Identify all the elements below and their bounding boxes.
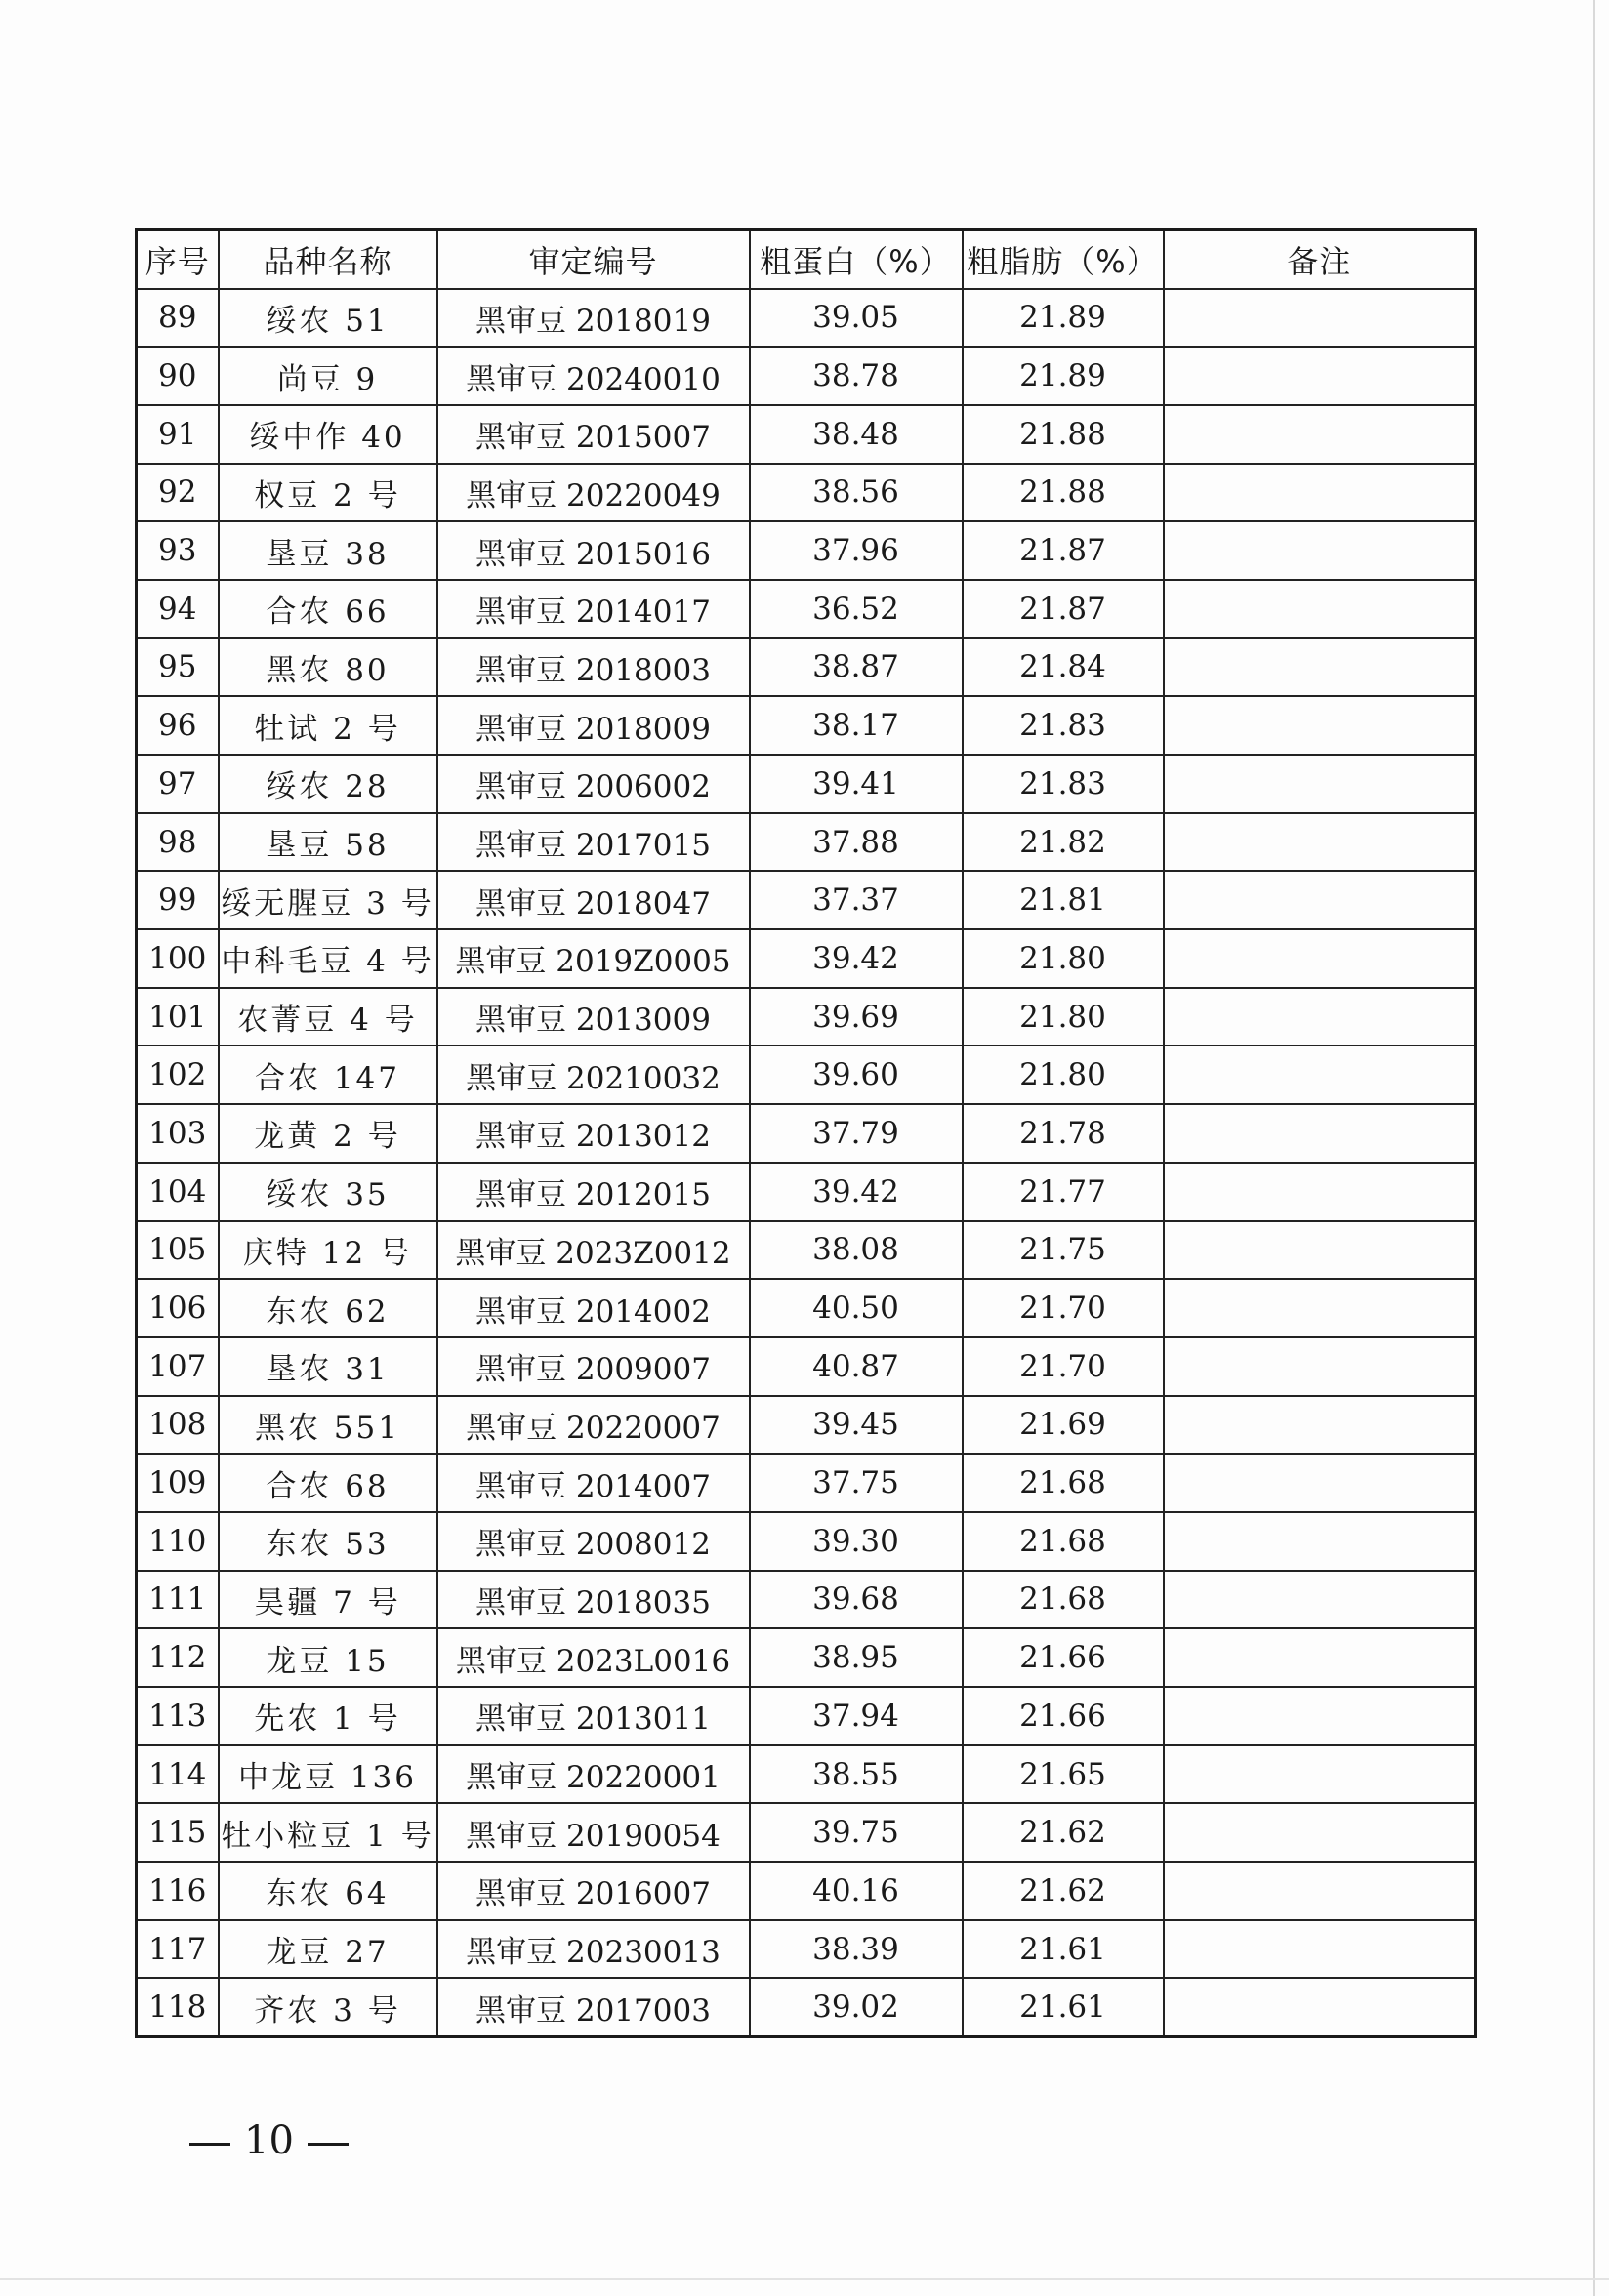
table-row xyxy=(137,464,1476,522)
table-row xyxy=(137,289,1476,348)
cell-crude-protein: 39.69 xyxy=(750,988,963,1046)
page-edge-right xyxy=(1593,0,1595,2296)
cell-crude-protein: 37.37 xyxy=(750,871,963,929)
table-row xyxy=(137,988,1476,1046)
cell-remarks xyxy=(1164,1396,1476,1455)
table-row xyxy=(137,1104,1476,1163)
cell-crude-fat: 21.89 xyxy=(963,347,1164,405)
cell-remarks xyxy=(1164,1978,1476,2036)
cell-crude-fat: 21.68 xyxy=(963,1454,1164,1512)
cell-index: 114 xyxy=(137,1745,219,1804)
cell-approval-number: 黑审豆 2015007 xyxy=(437,405,750,464)
cell-remarks xyxy=(1164,1279,1476,1337)
cell-crude-fat: 21.80 xyxy=(963,929,1164,988)
cell-variety-name: 牡小粒豆 1 号 xyxy=(219,1803,437,1862)
cell-remarks xyxy=(1164,696,1476,755)
table-row xyxy=(137,929,1476,988)
cell-crude-protein: 39.75 xyxy=(750,1803,963,1862)
cell-index: 90 xyxy=(137,347,219,405)
cell-remarks xyxy=(1164,988,1476,1046)
cell-variety-name: 绥农 35 xyxy=(219,1163,437,1221)
cell-variety-name: 合农 68 xyxy=(219,1454,437,1512)
cell-remarks xyxy=(1164,871,1476,929)
cell-approval-number: 黑审豆 2012015 xyxy=(437,1163,750,1221)
cell-remarks xyxy=(1164,1221,1476,1280)
cell-crude-protein: 38.17 xyxy=(750,696,963,755)
cell-variety-name: 东农 53 xyxy=(219,1512,437,1571)
cell-index: 113 xyxy=(137,1687,219,1745)
cell-crude-fat: 21.89 xyxy=(963,289,1164,348)
cell-crude-protein: 40.50 xyxy=(750,1279,963,1337)
cell-remarks xyxy=(1164,1104,1476,1163)
cell-remarks xyxy=(1164,1628,1476,1687)
cell-remarks xyxy=(1164,521,1476,580)
soybean-variety-table xyxy=(135,228,1477,2038)
cell-crude-protein: 38.48 xyxy=(750,405,963,464)
cell-variety-name: 尚豆 9 xyxy=(219,347,437,405)
cell-crude-fat: 21.65 xyxy=(963,1745,1164,1804)
cell-approval-number: 黑审豆 2013012 xyxy=(437,1104,750,1163)
cell-approval-number: 黑审豆 20220007 xyxy=(437,1396,750,1455)
cell-crude-fat: 21.83 xyxy=(963,755,1164,813)
cell-remarks xyxy=(1164,580,1476,638)
table-row xyxy=(137,1978,1476,2036)
table-row xyxy=(137,1396,1476,1455)
cell-remarks xyxy=(1164,813,1476,872)
header-index: 序号 xyxy=(137,230,219,289)
cell-index: 117 xyxy=(137,1920,219,1979)
cell-index: 101 xyxy=(137,988,219,1046)
page-number-dash-left xyxy=(189,2143,230,2146)
cell-approval-number: 黑审豆 2018047 xyxy=(437,871,750,929)
cell-variety-name: 黑农 551 xyxy=(219,1396,437,1455)
cell-remarks xyxy=(1164,755,1476,813)
cell-index: 94 xyxy=(137,580,219,638)
cell-crude-fat: 21.87 xyxy=(963,580,1164,638)
table-row xyxy=(137,1628,1476,1687)
cell-crude-fat: 21.87 xyxy=(963,521,1164,580)
cell-crude-fat: 21.75 xyxy=(963,1221,1164,1280)
cell-approval-number: 黑审豆 20240010 xyxy=(437,347,750,405)
cell-variety-name: 东农 64 xyxy=(219,1862,437,1920)
cell-remarks xyxy=(1164,464,1476,522)
cell-crude-protein: 38.78 xyxy=(750,347,963,405)
cell-crude-fat: 21.81 xyxy=(963,871,1164,929)
cell-variety-name: 垦豆 58 xyxy=(219,813,437,872)
cell-variety-name: 先农 1 号 xyxy=(219,1687,437,1745)
cell-index: 116 xyxy=(137,1862,219,1920)
cell-index: 96 xyxy=(137,696,219,755)
cell-variety-name: 合农 66 xyxy=(219,580,437,638)
cell-crude-fat: 21.88 xyxy=(963,464,1164,522)
table-row xyxy=(137,1571,1476,1629)
cell-remarks xyxy=(1164,1745,1476,1804)
cell-remarks xyxy=(1164,347,1476,405)
cell-index: 111 xyxy=(137,1571,219,1629)
cell-index: 105 xyxy=(137,1221,219,1280)
cell-crude-protein: 39.68 xyxy=(750,1571,963,1629)
cell-variety-name: 东农 62 xyxy=(219,1279,437,1337)
cell-crude-fat: 21.84 xyxy=(963,638,1164,697)
cell-remarks xyxy=(1164,1920,1476,1979)
cell-crude-fat: 21.66 xyxy=(963,1687,1164,1745)
cell-variety-name: 昊疆 7 号 xyxy=(219,1571,437,1629)
cell-variety-name: 绥无腥豆 3 号 xyxy=(219,871,437,929)
cell-remarks xyxy=(1164,1163,1476,1221)
cell-remarks xyxy=(1164,1454,1476,1512)
cell-remarks xyxy=(1164,405,1476,464)
table-row xyxy=(137,696,1476,755)
cell-approval-number: 黑审豆 20230013 xyxy=(437,1920,750,1979)
page-number-dash-right xyxy=(308,2143,349,2146)
cell-crude-protein: 40.16 xyxy=(750,1862,963,1920)
cell-approval-number: 黑审豆 2009007 xyxy=(437,1337,750,1396)
cell-crude-fat: 21.66 xyxy=(963,1628,1164,1687)
table-body xyxy=(137,289,1476,2037)
cell-index: 103 xyxy=(137,1104,219,1163)
cell-approval-number: 黑审豆 20210032 xyxy=(437,1046,750,1104)
cell-variety-name: 权豆 2 号 xyxy=(219,464,437,522)
cell-crude-fat: 21.77 xyxy=(963,1163,1164,1221)
cell-index: 110 xyxy=(137,1512,219,1571)
table-row xyxy=(137,1337,1476,1396)
cell-approval-number: 黑审豆 2018003 xyxy=(437,638,750,697)
cell-index: 109 xyxy=(137,1454,219,1512)
table-row xyxy=(137,1221,1476,1280)
page-number xyxy=(176,2118,362,2163)
cell-crude-fat: 21.78 xyxy=(963,1104,1164,1163)
cell-index: 95 xyxy=(137,638,219,697)
cell-remarks xyxy=(1164,289,1476,348)
table-row xyxy=(137,1862,1476,1920)
cell-crude-protein: 39.30 xyxy=(750,1512,963,1571)
table-row xyxy=(137,1163,1476,1221)
header-remarks: 备注 xyxy=(1164,230,1476,289)
cell-crude-protein: 37.96 xyxy=(750,521,963,580)
cell-approval-number: 黑审豆 2023L0016 xyxy=(437,1628,750,1687)
cell-variety-name: 垦豆 38 xyxy=(219,521,437,580)
cell-variety-name: 绥农 51 xyxy=(219,289,437,348)
table-row xyxy=(137,1745,1476,1804)
cell-variety-name: 龙豆 27 xyxy=(219,1920,437,1979)
cell-index: 106 xyxy=(137,1279,219,1337)
cell-crude-fat: 21.80 xyxy=(963,1046,1164,1104)
cell-crude-fat: 21.68 xyxy=(963,1512,1164,1571)
cell-crude-protein: 38.55 xyxy=(750,1745,963,1804)
cell-index: 104 xyxy=(137,1163,219,1221)
table-row xyxy=(137,1279,1476,1337)
cell-approval-number: 黑审豆 2023Z0012 xyxy=(437,1221,750,1280)
header-approval-number: 审定编号 xyxy=(437,230,750,289)
cell-crude-fat: 21.70 xyxy=(963,1279,1164,1337)
cell-crude-fat: 21.61 xyxy=(963,1978,1164,2036)
cell-variety-name: 绥中作 40 xyxy=(219,405,437,464)
table-row xyxy=(137,1920,1476,1979)
cell-variety-name: 合农 147 xyxy=(219,1046,437,1104)
cell-variety-name: 庆特 12 号 xyxy=(219,1221,437,1280)
cell-crude-fat: 21.70 xyxy=(963,1337,1164,1396)
cell-crude-fat: 21.62 xyxy=(963,1803,1164,1862)
cell-approval-number: 黑审豆 2018035 xyxy=(437,1571,750,1629)
cell-variety-name: 垦农 31 xyxy=(219,1337,437,1396)
cell-approval-number: 黑审豆 2015016 xyxy=(437,521,750,580)
cell-approval-number: 黑审豆 2014002 xyxy=(437,1279,750,1337)
cell-approval-number: 黑审豆 2017015 xyxy=(437,813,750,872)
cell-index: 107 xyxy=(137,1337,219,1396)
cell-variety-name: 齐农 3 号 xyxy=(219,1978,437,2036)
table-row xyxy=(137,347,1476,405)
cell-index: 93 xyxy=(137,521,219,580)
page-edge-bottom xyxy=(0,2278,1609,2280)
cell-index: 98 xyxy=(137,813,219,872)
cell-crude-protein: 38.95 xyxy=(750,1628,963,1687)
cell-remarks xyxy=(1164,1862,1476,1920)
cell-approval-number: 黑审豆 20190054 xyxy=(437,1803,750,1862)
cell-approval-number: 黑审豆 2014007 xyxy=(437,1454,750,1512)
cell-index: 89 xyxy=(137,289,219,348)
cell-remarks xyxy=(1164,1571,1476,1629)
cell-approval-number: 黑审豆 2019Z0005 xyxy=(437,929,750,988)
page-number-value: 10 xyxy=(244,2118,294,2163)
cell-approval-number: 黑审豆 2017003 xyxy=(437,1978,750,2036)
cell-crude-protein: 39.02 xyxy=(750,1978,963,2036)
cell-crude-protein: 38.87 xyxy=(750,638,963,697)
cell-index: 118 xyxy=(137,1978,219,2036)
cell-index: 92 xyxy=(137,464,219,522)
cell-variety-name: 黑农 80 xyxy=(219,638,437,697)
cell-approval-number: 黑审豆 2018009 xyxy=(437,696,750,755)
cell-approval-number: 黑审豆 2018019 xyxy=(437,289,750,348)
cell-crude-protein: 37.75 xyxy=(750,1454,963,1512)
cell-crude-protein: 38.08 xyxy=(750,1221,963,1280)
cell-remarks xyxy=(1164,1512,1476,1571)
cell-remarks xyxy=(1164,638,1476,697)
cell-crude-protein: 39.42 xyxy=(750,929,963,988)
table-row xyxy=(137,813,1476,872)
cell-approval-number: 黑审豆 2013009 xyxy=(437,988,750,1046)
cell-index: 99 xyxy=(137,871,219,929)
cell-remarks xyxy=(1164,1046,1476,1104)
cell-remarks xyxy=(1164,1687,1476,1745)
cell-variety-name: 龙豆 15 xyxy=(219,1628,437,1687)
cell-index: 112 xyxy=(137,1628,219,1687)
table-row xyxy=(137,1687,1476,1745)
table-row xyxy=(137,1046,1476,1104)
cell-index: 91 xyxy=(137,405,219,464)
cell-crude-fat: 21.68 xyxy=(963,1571,1164,1629)
cell-index: 97 xyxy=(137,755,219,813)
cell-crude-protein: 39.05 xyxy=(750,289,963,348)
table-row xyxy=(137,1803,1476,1862)
cell-approval-number: 黑审豆 2014017 xyxy=(437,580,750,638)
cell-approval-number: 黑审豆 2013011 xyxy=(437,1687,750,1745)
cell-variety-name: 牡试 2 号 xyxy=(219,696,437,755)
cell-crude-fat: 21.80 xyxy=(963,988,1164,1046)
cell-index: 100 xyxy=(137,929,219,988)
cell-crude-fat: 21.69 xyxy=(963,1396,1164,1455)
cell-remarks xyxy=(1164,1803,1476,1862)
table-row xyxy=(137,755,1476,813)
cell-approval-number: 黑审豆 2008012 xyxy=(437,1512,750,1571)
table-row xyxy=(137,405,1476,464)
header-crude-fat: 粗脂肪（%） xyxy=(963,230,1164,289)
cell-crude-protein: 38.39 xyxy=(750,1920,963,1979)
cell-crude-protein: 37.88 xyxy=(750,813,963,872)
cell-index: 108 xyxy=(137,1396,219,1455)
header-crude-protein: 粗蛋白（%） xyxy=(750,230,963,289)
cell-variety-name: 绥农 28 xyxy=(219,755,437,813)
cell-crude-protein: 37.79 xyxy=(750,1104,963,1163)
cell-approval-number: 黑审豆 2016007 xyxy=(437,1862,750,1920)
cell-approval-number: 黑审豆 20220001 xyxy=(437,1745,750,1804)
table-header-row xyxy=(137,230,1476,289)
table-row xyxy=(137,1454,1476,1512)
cell-variety-name: 中科毛豆 4 号 xyxy=(219,929,437,988)
cell-crude-fat: 21.83 xyxy=(963,696,1164,755)
cell-crude-fat: 21.82 xyxy=(963,813,1164,872)
cell-crude-protein: 36.52 xyxy=(750,580,963,638)
cell-remarks xyxy=(1164,1337,1476,1396)
cell-index: 115 xyxy=(137,1803,219,1862)
cell-crude-fat: 21.62 xyxy=(963,1862,1164,1920)
cell-crude-protein: 40.87 xyxy=(750,1337,963,1396)
cell-variety-name: 龙黄 2 号 xyxy=(219,1104,437,1163)
table-row xyxy=(137,871,1476,929)
cell-crude-protein: 39.60 xyxy=(750,1046,963,1104)
cell-crude-fat: 21.88 xyxy=(963,405,1164,464)
cell-index: 102 xyxy=(137,1046,219,1104)
cell-crude-protein: 39.45 xyxy=(750,1396,963,1455)
table-row xyxy=(137,638,1476,697)
cell-crude-protein: 39.42 xyxy=(750,1163,963,1221)
cell-crude-protein: 39.41 xyxy=(750,755,963,813)
table-row xyxy=(137,521,1476,580)
cell-crude-protein: 37.94 xyxy=(750,1687,963,1745)
header-variety-name: 品种名称 xyxy=(219,230,437,289)
cell-variety-name: 农菁豆 4 号 xyxy=(219,988,437,1046)
cell-approval-number: 黑审豆 20220049 xyxy=(437,464,750,522)
cell-approval-number: 黑审豆 2006002 xyxy=(437,755,750,813)
table-row xyxy=(137,580,1476,638)
cell-crude-fat: 21.61 xyxy=(963,1920,1164,1979)
cell-remarks xyxy=(1164,929,1476,988)
cell-crude-protein: 38.56 xyxy=(750,464,963,522)
table-row xyxy=(137,1512,1476,1571)
cell-variety-name: 中龙豆 136 xyxy=(219,1745,437,1804)
